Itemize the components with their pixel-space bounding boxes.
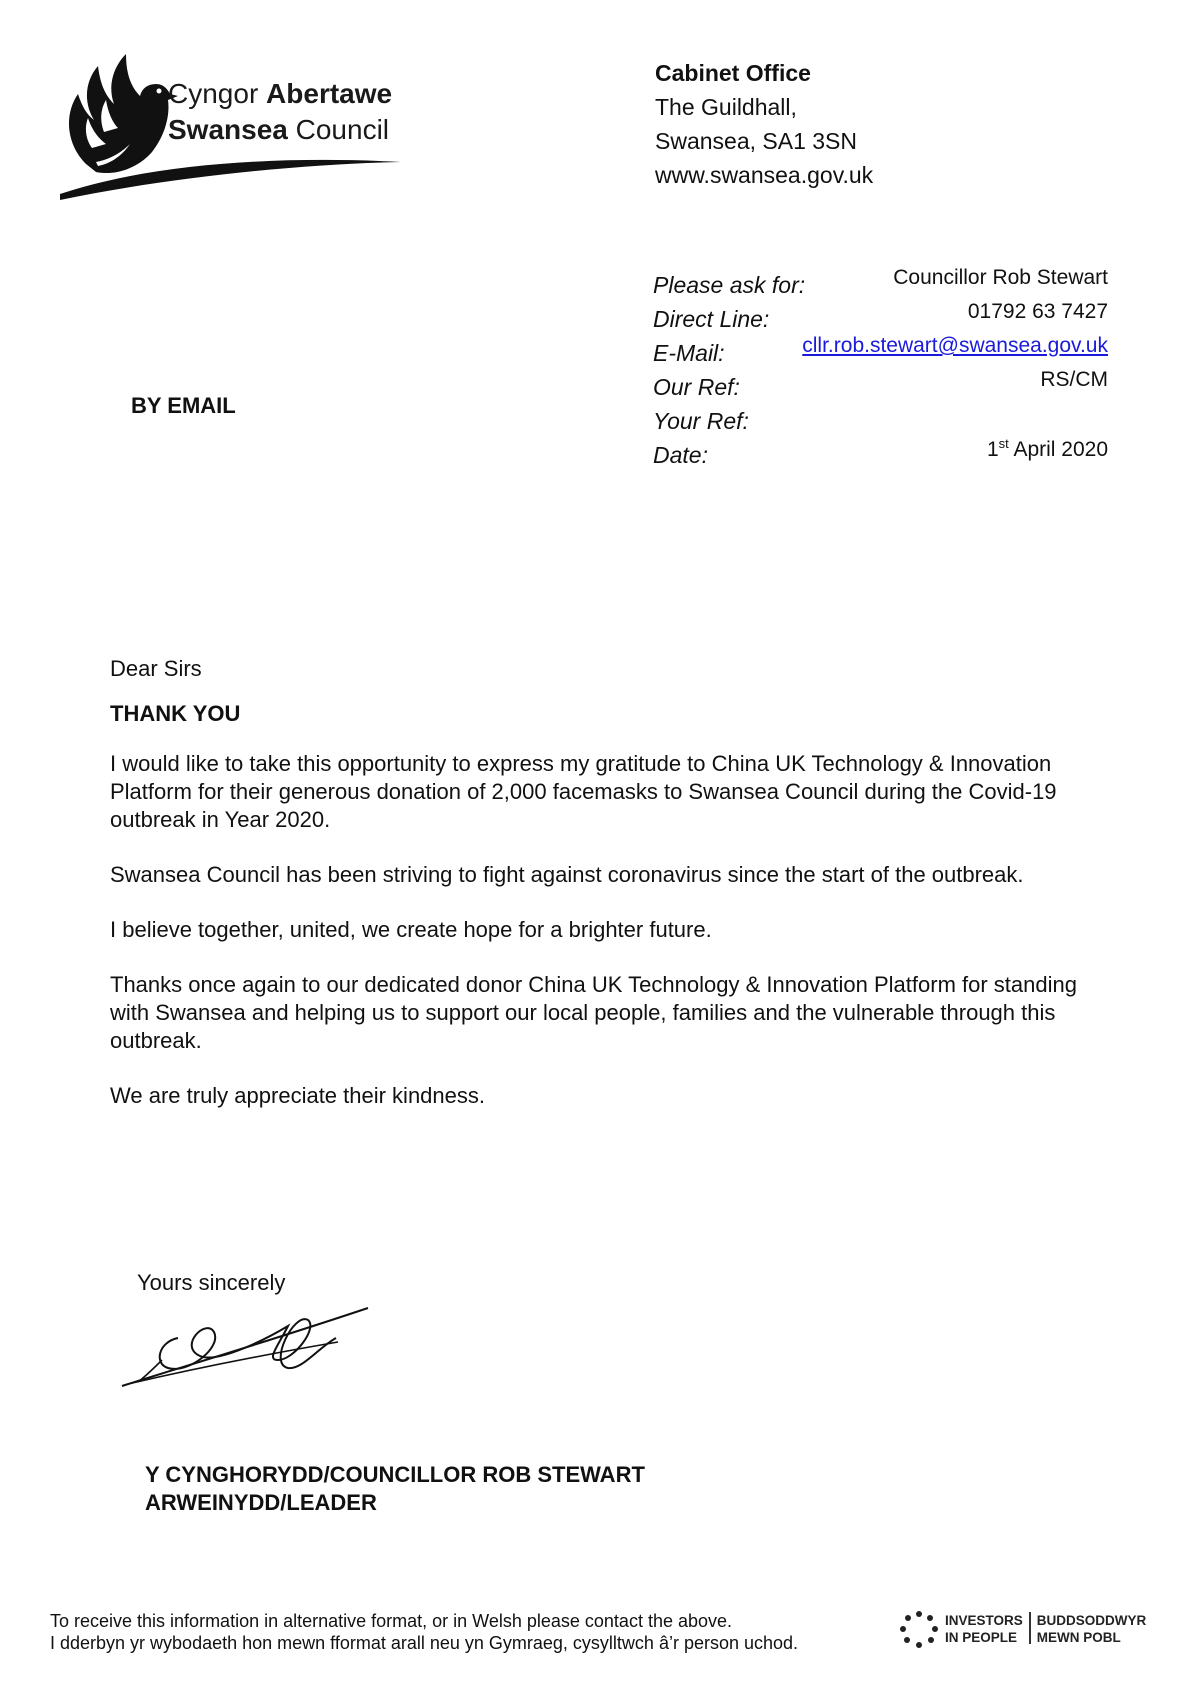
address-line2: Swansea, SA1 3SN xyxy=(655,128,858,154)
ref-label: Your Ref: xyxy=(653,408,749,434)
footer-line-english: To receive this information in alternative format, or in Welsh please contact the above. xyxy=(50,1611,733,1631)
ref-label: Date: xyxy=(653,442,708,468)
footer-line-welsh: I dderbyn yr wybodaeth hon mewn fformat arall neu yn Gymraeg, cysylltwch â’r person uchod. xyxy=(50,1633,799,1653)
date-suffix: st xyxy=(998,436,1009,451)
ref-value: Councillor Rob Stewart xyxy=(893,266,1108,289)
ref-label: E-Mail: xyxy=(653,340,725,366)
iip-cy-line1: BUDDSODDWYR xyxy=(1036,1613,1147,1628)
reference-block xyxy=(653,266,1108,474)
letter-body xyxy=(110,655,1110,1137)
investors-in-people-icon xyxy=(897,1608,941,1652)
iip-divider xyxy=(1029,1612,1031,1644)
sender-address xyxy=(655,56,873,192)
ref-row-our-ref xyxy=(653,368,1108,406)
logo-wordmark xyxy=(168,76,392,148)
iip-en-line2: IN PEOPLE xyxy=(945,1630,1018,1645)
ref-row-please-ask-for xyxy=(653,266,1108,304)
logo-welsh-prefix: Cyngor xyxy=(168,78,259,109)
ref-row-email xyxy=(653,334,1108,372)
logo-english-suffix: Council xyxy=(295,114,390,145)
ref-value-date xyxy=(987,436,1108,462)
ref-value xyxy=(802,334,1108,358)
ref-label: Direct Line: xyxy=(653,306,770,332)
ref-value: 01792 63 7427 xyxy=(967,300,1108,323)
paragraph: We are truly appreciate their kindness. xyxy=(110,1083,485,1108)
paragraph: I believe together, united, we create hope for a brighter future. xyxy=(110,917,712,942)
signatory-title: ARWEINYDD/LEADER xyxy=(145,1490,377,1515)
address-line1: The Guildhall, xyxy=(655,94,797,120)
logo-welsh-name: Abertawe xyxy=(266,78,393,109)
investors-in-people-label xyxy=(945,1612,1146,1646)
ref-label: Please ask for: xyxy=(653,272,806,298)
date-day: 1 xyxy=(986,438,999,461)
ref-row-your-ref xyxy=(653,406,1108,440)
paragraph: Swansea Council has been striving to fight against coronavirus since the start of the outbreak. xyxy=(110,862,1024,887)
paragraph: I would like to take this opportunity to express my gratitude to China UK Technology & Innovation Platform for their generous donation of 2,000 facemasks to Swansea Council during the Covid-19 outbreak in Year 2020. xyxy=(110,751,1057,832)
ref-value: RS/CM xyxy=(1040,368,1108,391)
ref-label: Our Ref: xyxy=(653,374,740,400)
address-org: Cabinet Office xyxy=(655,60,811,86)
ref-row-direct-line xyxy=(653,300,1108,338)
date-rest: April 2020 xyxy=(1013,438,1108,461)
signatory-name: Y CYNGHORYDD/COUNCILLOR ROB STEWART xyxy=(145,1462,645,1487)
handwritten-signature xyxy=(118,1298,378,1402)
iip-en-line1: INVESTORS xyxy=(945,1613,1023,1628)
greeting: Dear Sirs xyxy=(110,656,202,681)
letter-heading: THANK YOU xyxy=(110,701,241,726)
email-link[interactable]: cllr.rob.stewart@swansea.gov.uk xyxy=(802,334,1108,357)
paragraph: Thanks once again to our dedicated donor China UK Technology & Innovation Platform for standing with Swansea and helping us to support our local people, families and the vulnerable through this outbreak. xyxy=(110,972,1077,1053)
address-website[interactable]: www.swansea.gov.uk xyxy=(655,162,874,188)
closing: Yours sincerely xyxy=(137,1270,286,1295)
logo-english-name: Swansea xyxy=(168,114,288,145)
signatory-block xyxy=(145,1461,645,1517)
footer-notice xyxy=(50,1610,798,1654)
delivery-method: BY EMAIL xyxy=(131,393,236,418)
iip-cy-line2: MEWN POBL xyxy=(1036,1630,1121,1645)
ref-row-date xyxy=(653,436,1108,474)
